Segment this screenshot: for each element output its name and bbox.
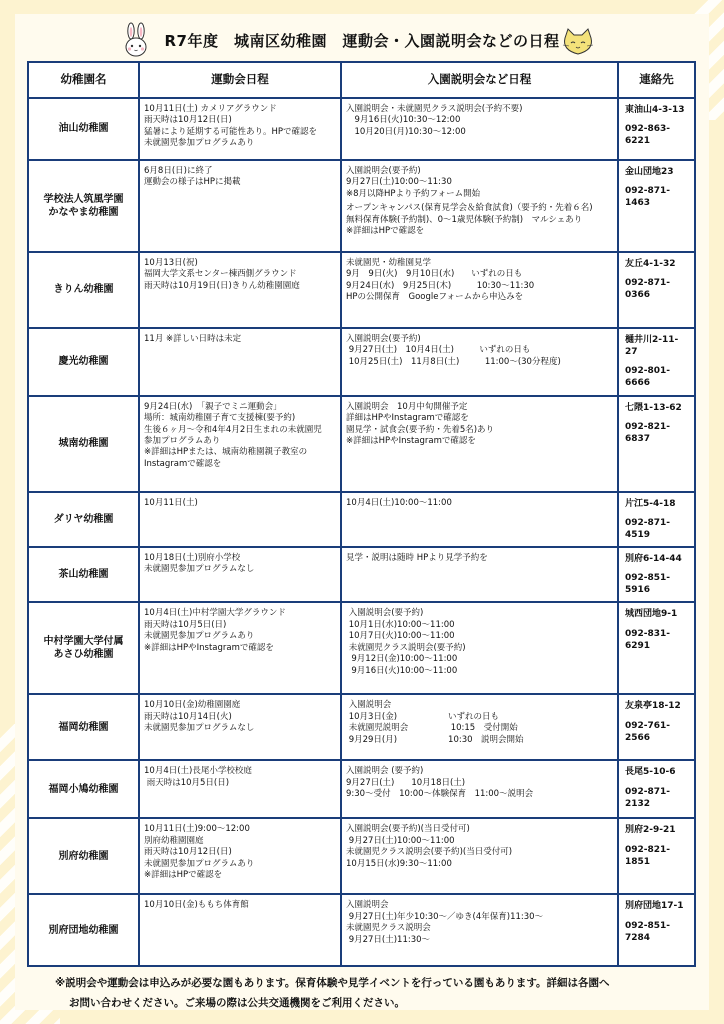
address: 金山団地23 xyxy=(625,167,674,177)
contact-cell xyxy=(618,492,695,547)
schedule-page xyxy=(15,14,709,1010)
sports-line: Instagramで確認を xyxy=(144,458,222,469)
contact-cell xyxy=(618,894,695,966)
info-line: 9月27日(土)11:30～ xyxy=(346,934,431,945)
kindergarten-name-cell xyxy=(28,160,139,252)
table-header-row xyxy=(28,62,695,98)
contact-cell xyxy=(618,98,695,160)
info-line: 入園説明会 (要予約) xyxy=(346,766,424,777)
contact-cell xyxy=(618,760,695,818)
page-title: R7年度 城南区幼稚園 運動会・入園説明会などの日程 xyxy=(164,31,560,50)
table-row xyxy=(28,98,695,160)
sports-line: 雨天時は10月12日(日) xyxy=(144,847,232,858)
sports-line: 11月 ※詳しい日時は未定 xyxy=(144,334,242,344)
info-line: ※詳細はHPで確認を xyxy=(346,226,425,237)
kindergarten-name-cell xyxy=(28,694,139,760)
sports-line: 10月11日(土) xyxy=(144,497,198,508)
column-header-sports: 運動会日程 xyxy=(139,62,341,98)
info-session-cell xyxy=(341,160,618,252)
table-row xyxy=(28,547,695,602)
sports-line: 10月4日(土)長尾小学校校庭 xyxy=(144,766,252,777)
sports-line: 未就園児参加プログラムあり xyxy=(144,631,255,642)
info-line: 9月29日(月) 10:30 説明会開始 xyxy=(346,734,524,745)
table-row xyxy=(28,492,695,547)
name-line: きりん幼稚園 xyxy=(53,284,114,296)
info-line: 入園説明会(要予約) xyxy=(346,334,421,344)
info-session-cell xyxy=(341,894,618,966)
address: 長尾5-10-6 xyxy=(625,767,676,778)
cat-icon xyxy=(560,28,596,56)
info-line: 10月4日(土)10:00～11:00 xyxy=(346,497,452,508)
name-line: 福岡幼稚園 xyxy=(58,721,109,733)
table-row xyxy=(28,894,695,966)
contact-cell xyxy=(618,328,695,396)
name-line: あさひ幼稚園 xyxy=(53,649,114,661)
contact-cell xyxy=(618,396,695,492)
info-line: 10月15日(水)9:30～11:00 xyxy=(346,858,452,869)
info-session-cell xyxy=(341,396,618,492)
info-session-cell xyxy=(341,760,618,818)
info-line: 入園説明会 xyxy=(346,900,389,911)
name-line: 茶山幼稚園 xyxy=(58,568,109,580)
column-header-contact: 連絡先 xyxy=(618,62,695,98)
info-line: 見学・説明は随時 HPより見学予約を xyxy=(346,552,488,563)
sports-line: 10月13日(祝) xyxy=(144,258,198,268)
sports-line: 10月10日(金)幼稚園園庭 xyxy=(144,700,241,711)
name-line: 城南幼稚園 xyxy=(58,437,109,449)
address: 別府2-9-21 xyxy=(625,825,676,836)
page-header xyxy=(15,22,709,58)
sports-line: ※詳細はHPやInstagramで確認を xyxy=(144,642,274,653)
table-row xyxy=(28,160,695,252)
info-line: 9月16日(火)10:00～11:00 xyxy=(346,665,458,676)
info-session-cell xyxy=(341,818,618,894)
sports-line: 未就園児参加プログラムなし xyxy=(144,723,255,734)
sports-line: 9月24日(水) 「親子でミニ運動会」 xyxy=(144,401,282,412)
info-line: 9:30～受付 10:00～体験保育 11:00～説明会 xyxy=(346,789,534,800)
sports-day-cell xyxy=(139,328,341,396)
phone-number: 092-801-6666 xyxy=(625,366,671,389)
name-line: 学校法人筑風学園 xyxy=(43,193,124,205)
info-line: 9月 9日(火) 9月10日(水) いずれの日も xyxy=(346,269,523,280)
phone-number: 092-871-0366 xyxy=(625,278,671,301)
phone-number: 092-871-2132 xyxy=(625,786,671,809)
sports-line: 場所：城南幼稚園子育て支援棟(要予約) xyxy=(144,413,296,424)
info-line: 未就園児説明会 10:15 受付開始 xyxy=(346,723,518,734)
table-row xyxy=(28,396,695,492)
info-line: 9月27日(土) 10月4日(土) いずれの日も xyxy=(346,345,531,356)
sports-day-cell xyxy=(139,894,341,966)
kindergarten-name-cell xyxy=(28,252,139,328)
address: 友泉亭18-12 xyxy=(625,701,681,712)
sports-line: 雨天時は10月12日(日) xyxy=(144,115,232,126)
column-header-name: 幼稚園名 xyxy=(28,62,139,98)
kindergarten-name-cell xyxy=(28,547,139,602)
kindergarten-name-cell xyxy=(28,760,139,818)
info-session-cell xyxy=(341,492,618,547)
info-line: ※8月以降HPより予約フォーム開始 xyxy=(346,188,481,199)
info-session-cell xyxy=(341,694,618,760)
sports-day-cell xyxy=(139,602,341,694)
address: 友丘4-1-32 xyxy=(625,259,676,269)
phone-number: 092-851-5916 xyxy=(625,573,671,596)
sports-line: 運動会の様子はHPに掲載 xyxy=(144,177,241,188)
info-line: 10月20日(月)10:30～12:00 xyxy=(346,126,466,137)
sports-line: 6月8日(日)に終了 xyxy=(144,166,213,176)
name-line: ダリヤ幼稚園 xyxy=(53,513,114,525)
info-line: 未就園児クラス説明会(要予約) xyxy=(346,642,466,653)
kindergarten-name-cell xyxy=(28,492,139,547)
info-line: 9月12日(金)10:00～11:00 xyxy=(346,654,458,665)
name-line: 油山幼稚園 xyxy=(58,123,109,135)
info-line: 入園説明会(要予約)(当日受付可) xyxy=(346,824,470,835)
table-row xyxy=(28,252,695,328)
phone-number: 092-821-6837 xyxy=(625,421,671,444)
info-session-cell xyxy=(341,98,618,160)
phone-number: 092-871-1463 xyxy=(625,186,671,209)
info-line: 10月7日(火)10:00～11:00 xyxy=(346,631,455,642)
address: 東油山4-3-13 xyxy=(625,105,685,115)
table-row xyxy=(28,328,695,396)
info-line: 入園説明会 xyxy=(346,700,392,711)
footer-note xyxy=(55,974,705,1014)
schedule-table xyxy=(27,61,696,967)
contact-cell xyxy=(618,602,695,694)
sports-line: 雨天時は10月5日(日) xyxy=(144,777,230,788)
phone-number: 092-831-6291 xyxy=(625,628,671,651)
column-header-info: 入園説明会など日程 xyxy=(341,62,618,98)
name-line: 慶光幼稚園 xyxy=(58,356,109,368)
info-line: 入園説明会 10月中旬開催予定 xyxy=(346,401,468,412)
contact-cell xyxy=(618,547,695,602)
address: 別府6-14-44 xyxy=(625,553,682,564)
sports-day-cell xyxy=(139,160,341,252)
address: 片江5-4-18 xyxy=(625,498,676,509)
table-row xyxy=(28,602,695,694)
rabbit-icon xyxy=(123,22,149,58)
phone-number: 092-863-6221 xyxy=(625,124,671,147)
info-line: 10月25日(土) 11月8日(土) 11:00～(30分程度) xyxy=(346,356,561,367)
sports-line: 10月10日(金)ももち体育館 xyxy=(144,900,249,911)
phone-number: 092-851-7284 xyxy=(625,920,671,943)
footer-line-2: お問い合わせください。ご来場の際は公共交通機関をご利用ください。 xyxy=(69,996,405,1009)
sports-line: 10月11日(土) カメリアグラウンド xyxy=(144,104,277,114)
sports-day-cell xyxy=(139,818,341,894)
kindergarten-name-cell xyxy=(28,396,139,492)
info-line: 無料保育体験(予約制)、0～1歳児体験(予約制) マルシェあり xyxy=(346,214,583,225)
address: 七隈1-13-62 xyxy=(625,402,682,413)
info-line: 9月27日(土)年少10:30～／ゆき(4年保育)11:30～ xyxy=(346,911,544,922)
address: 城西団地9-1 xyxy=(625,609,678,620)
sports-line: 別府幼稚園園庭 xyxy=(144,835,204,846)
info-line: 9月16日(火)10:30～12:00 xyxy=(346,115,461,126)
sports-day-cell xyxy=(139,547,341,602)
contact-cell xyxy=(618,160,695,252)
name-line: 福岡小鳩幼稚園 xyxy=(48,783,119,795)
name-line: かなやま幼稚園 xyxy=(48,207,119,218)
sports-day-cell xyxy=(139,760,341,818)
info-line: ※詳細はHPやInstagramで確認を xyxy=(346,435,476,446)
info-line: 10月3日(金) いずれの日も xyxy=(346,711,500,722)
sports-line: ※詳細はHPで確認を xyxy=(144,870,223,881)
contact-cell xyxy=(618,818,695,894)
info-session-cell xyxy=(341,602,618,694)
sports-day-cell xyxy=(139,252,341,328)
info-line: 未就園児クラス説明会(要予約)(当日受付可) xyxy=(346,847,513,858)
sports-line: 未就園児参加プログラムあり xyxy=(144,138,255,149)
info-line: 入園説明会(要予約) xyxy=(346,608,424,619)
info-line: 9月27日(土)10:00～11:30 xyxy=(346,177,452,188)
info-line: HPの公開保育 Googleフォームから申込みを xyxy=(346,292,524,303)
footer-line-1: ※説明会や運動会は申込みが必要な園もあります。保育体験や見学イベントを行っている園もあります。詳細は各園へ xyxy=(55,977,610,989)
sports-line: 生後６ヶ月～令和4年4月2日生まれの未就園児 xyxy=(144,424,322,435)
sports-day-cell xyxy=(139,694,341,760)
info-line: 未就園児クラス説明会 xyxy=(346,923,431,934)
info-line: 9月24日(水) 9月25日(木) 10:30～11:30 xyxy=(346,280,535,291)
sports-line: 10月4日(土)中村学園大学グラウンド xyxy=(144,608,286,619)
sports-line: 福岡大学文系センター棟西側グラウンド xyxy=(144,269,297,280)
kindergarten-name-cell xyxy=(28,98,139,160)
phone-number: 092-761-2566 xyxy=(625,720,671,743)
table-row xyxy=(28,694,695,760)
info-line: オープンキャンパス(保育見学会＆給食試食)（要予約・先着６名) xyxy=(346,203,593,214)
info-session-cell xyxy=(341,547,618,602)
sports-line: 未就園児参加プログラムなし xyxy=(144,564,255,575)
info-line: 10月1日(水)10:00～11:00 xyxy=(346,619,455,630)
table-row xyxy=(28,818,695,894)
sports-line: 未就園児参加プログラムあり xyxy=(144,858,255,869)
sports-day-cell xyxy=(139,98,341,160)
info-line: 9月27日(土) 10月18日(土) xyxy=(346,777,466,788)
sports-line: 参加プログラムあり xyxy=(144,435,221,446)
info-line: 詳細はHPやInstagramで確認を xyxy=(346,413,469,424)
kindergarten-name-cell xyxy=(28,602,139,694)
name-line: 別府団地幼稚園 xyxy=(48,924,119,936)
name-line: 別府幼稚園 xyxy=(58,850,109,862)
sports-line: 10月11日(土)9:00～12:00 xyxy=(144,824,250,835)
phone-number: 092-821-1851 xyxy=(625,844,671,867)
sports-day-cell xyxy=(139,396,341,492)
info-line: 入園説明会・未就園児クラス説明会(予約不要) xyxy=(346,104,523,114)
kindergarten-name-cell xyxy=(28,894,139,966)
sports-line: ※詳細はHPまたは、城南幼稚園親子教室の xyxy=(144,447,308,458)
address: 樋井川2-11-27 xyxy=(625,335,679,358)
sports-line: 雨天時は10月14日(火) xyxy=(144,711,232,722)
phone-number: 092-871-4519 xyxy=(625,517,671,540)
sports-line: 猛暑により延期する可能性あり。HPで確認を xyxy=(144,126,318,137)
sports-line: 10月18日(土)別府小学校 xyxy=(144,552,241,563)
info-session-cell xyxy=(341,328,618,396)
sports-line: 雨天時は10月5日(日) xyxy=(144,619,227,630)
info-session-cell xyxy=(341,252,618,328)
kindergarten-name-cell xyxy=(28,818,139,894)
sports-line: 雨天時は10月19日(日)きりん幼稚園園庭 xyxy=(144,280,300,291)
name-line: 中村学園大学付属 xyxy=(43,635,124,647)
contact-cell xyxy=(618,252,695,328)
address: 別府団地17-1 xyxy=(625,901,684,912)
info-line: 未就園児・幼稚園見学 xyxy=(346,258,432,268)
info-line: 園見学・試食会(要予約・先着5名)あり xyxy=(346,424,495,435)
table-row xyxy=(28,760,695,818)
sports-day-cell xyxy=(139,492,341,547)
info-line: 入園説明会(要予約) xyxy=(346,166,421,176)
contact-cell xyxy=(618,694,695,760)
kindergarten-name-cell xyxy=(28,328,139,396)
info-line: 9月27日(土)10:00～11:00 xyxy=(346,835,455,846)
